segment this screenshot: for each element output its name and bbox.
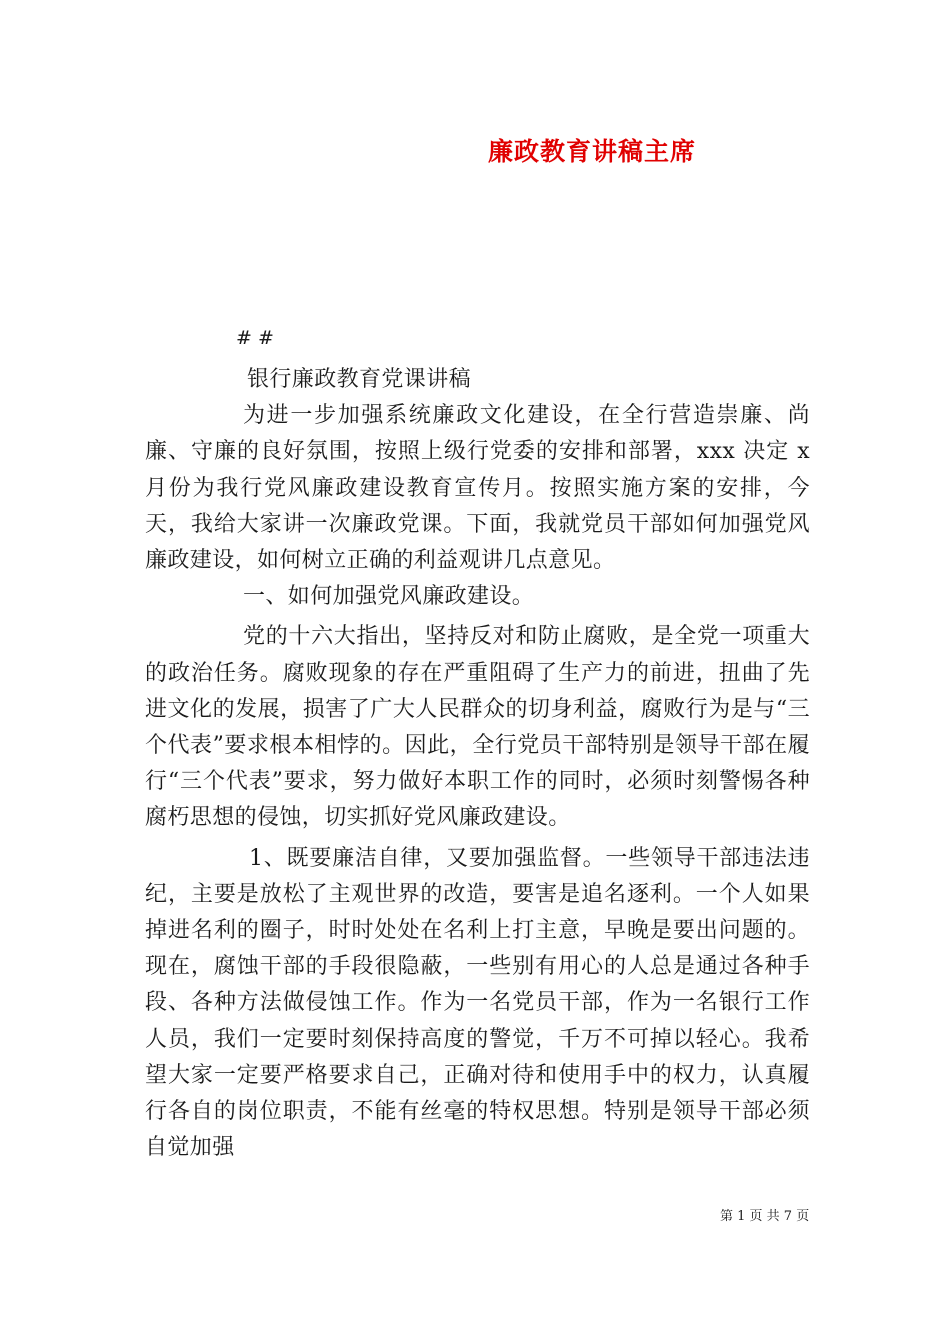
document-body [145, 362, 810, 1166]
body-paragraph: 党的十六大指出，坚持反对和防止腐败，是全党一项重大的政治任务。腐败现象的存在严重阻碍了生产力的前进，扭曲了先进文化的发展，损害了广大人民群众的切身利益，腐败行为是与“三个代表”要求根本相悖的。因此，全行党员干部特别是领导干部在履行“三个代表”要求，努力做好本职工作的同时，必须时刻警惕各种腐朽思想的侵蚀，切实抓好党风廉政建设。 [145, 624, 810, 831]
section-heading: 一、如何加强党风廉政建设。 [243, 584, 535, 610]
heading-marks: # # [236, 327, 274, 349]
page-number-footer: 第 1 页 共 7 页 [720, 1209, 810, 1224]
body-paragraph: 为进一步加强系统廉政文化建设，在全行营造崇廉、尚廉、守廉的良好氛围，按照上级行党委的安排和部署，xxx 决定 x 月份为我行党风廉政建设教育宣传月。按照实施方案的安排，今天，我给大家讲一次廉政党课。下面，我就党员干部如何加强党风廉政建设，如何树立正确的利益观讲几点意见。 [145, 403, 810, 574]
document-title: 廉政教育讲稿主席 [488, 137, 697, 166]
body-paragraph: 1、既要廉洁自律，又要加强监督。一些领导干部违法违纪，主要是放松了主观世界的改造，要害是追名逐利。一个人如果掉进名利的圈子，时时处处在名利上打主意，早晚是要出问题的。现在，腐蚀干部的手段很隐蔽，一些别有用心的人总是通过各种手段、各种方法做侵蚀工作。作为一名党员干部，作为一名银行工作人员，我们一定要时刻保持高度的警觉，千万不可掉以轻心。我希望大家一定要严格要求自己，正确对待和使用手中的权力，认真履行各自的岗位职责，不能有丝毫的特权思想。特别是领导干部必须自觉加强 [145, 845, 810, 1161]
document-subtitle: 银行廉政教育党课讲稿 [247, 367, 472, 392]
